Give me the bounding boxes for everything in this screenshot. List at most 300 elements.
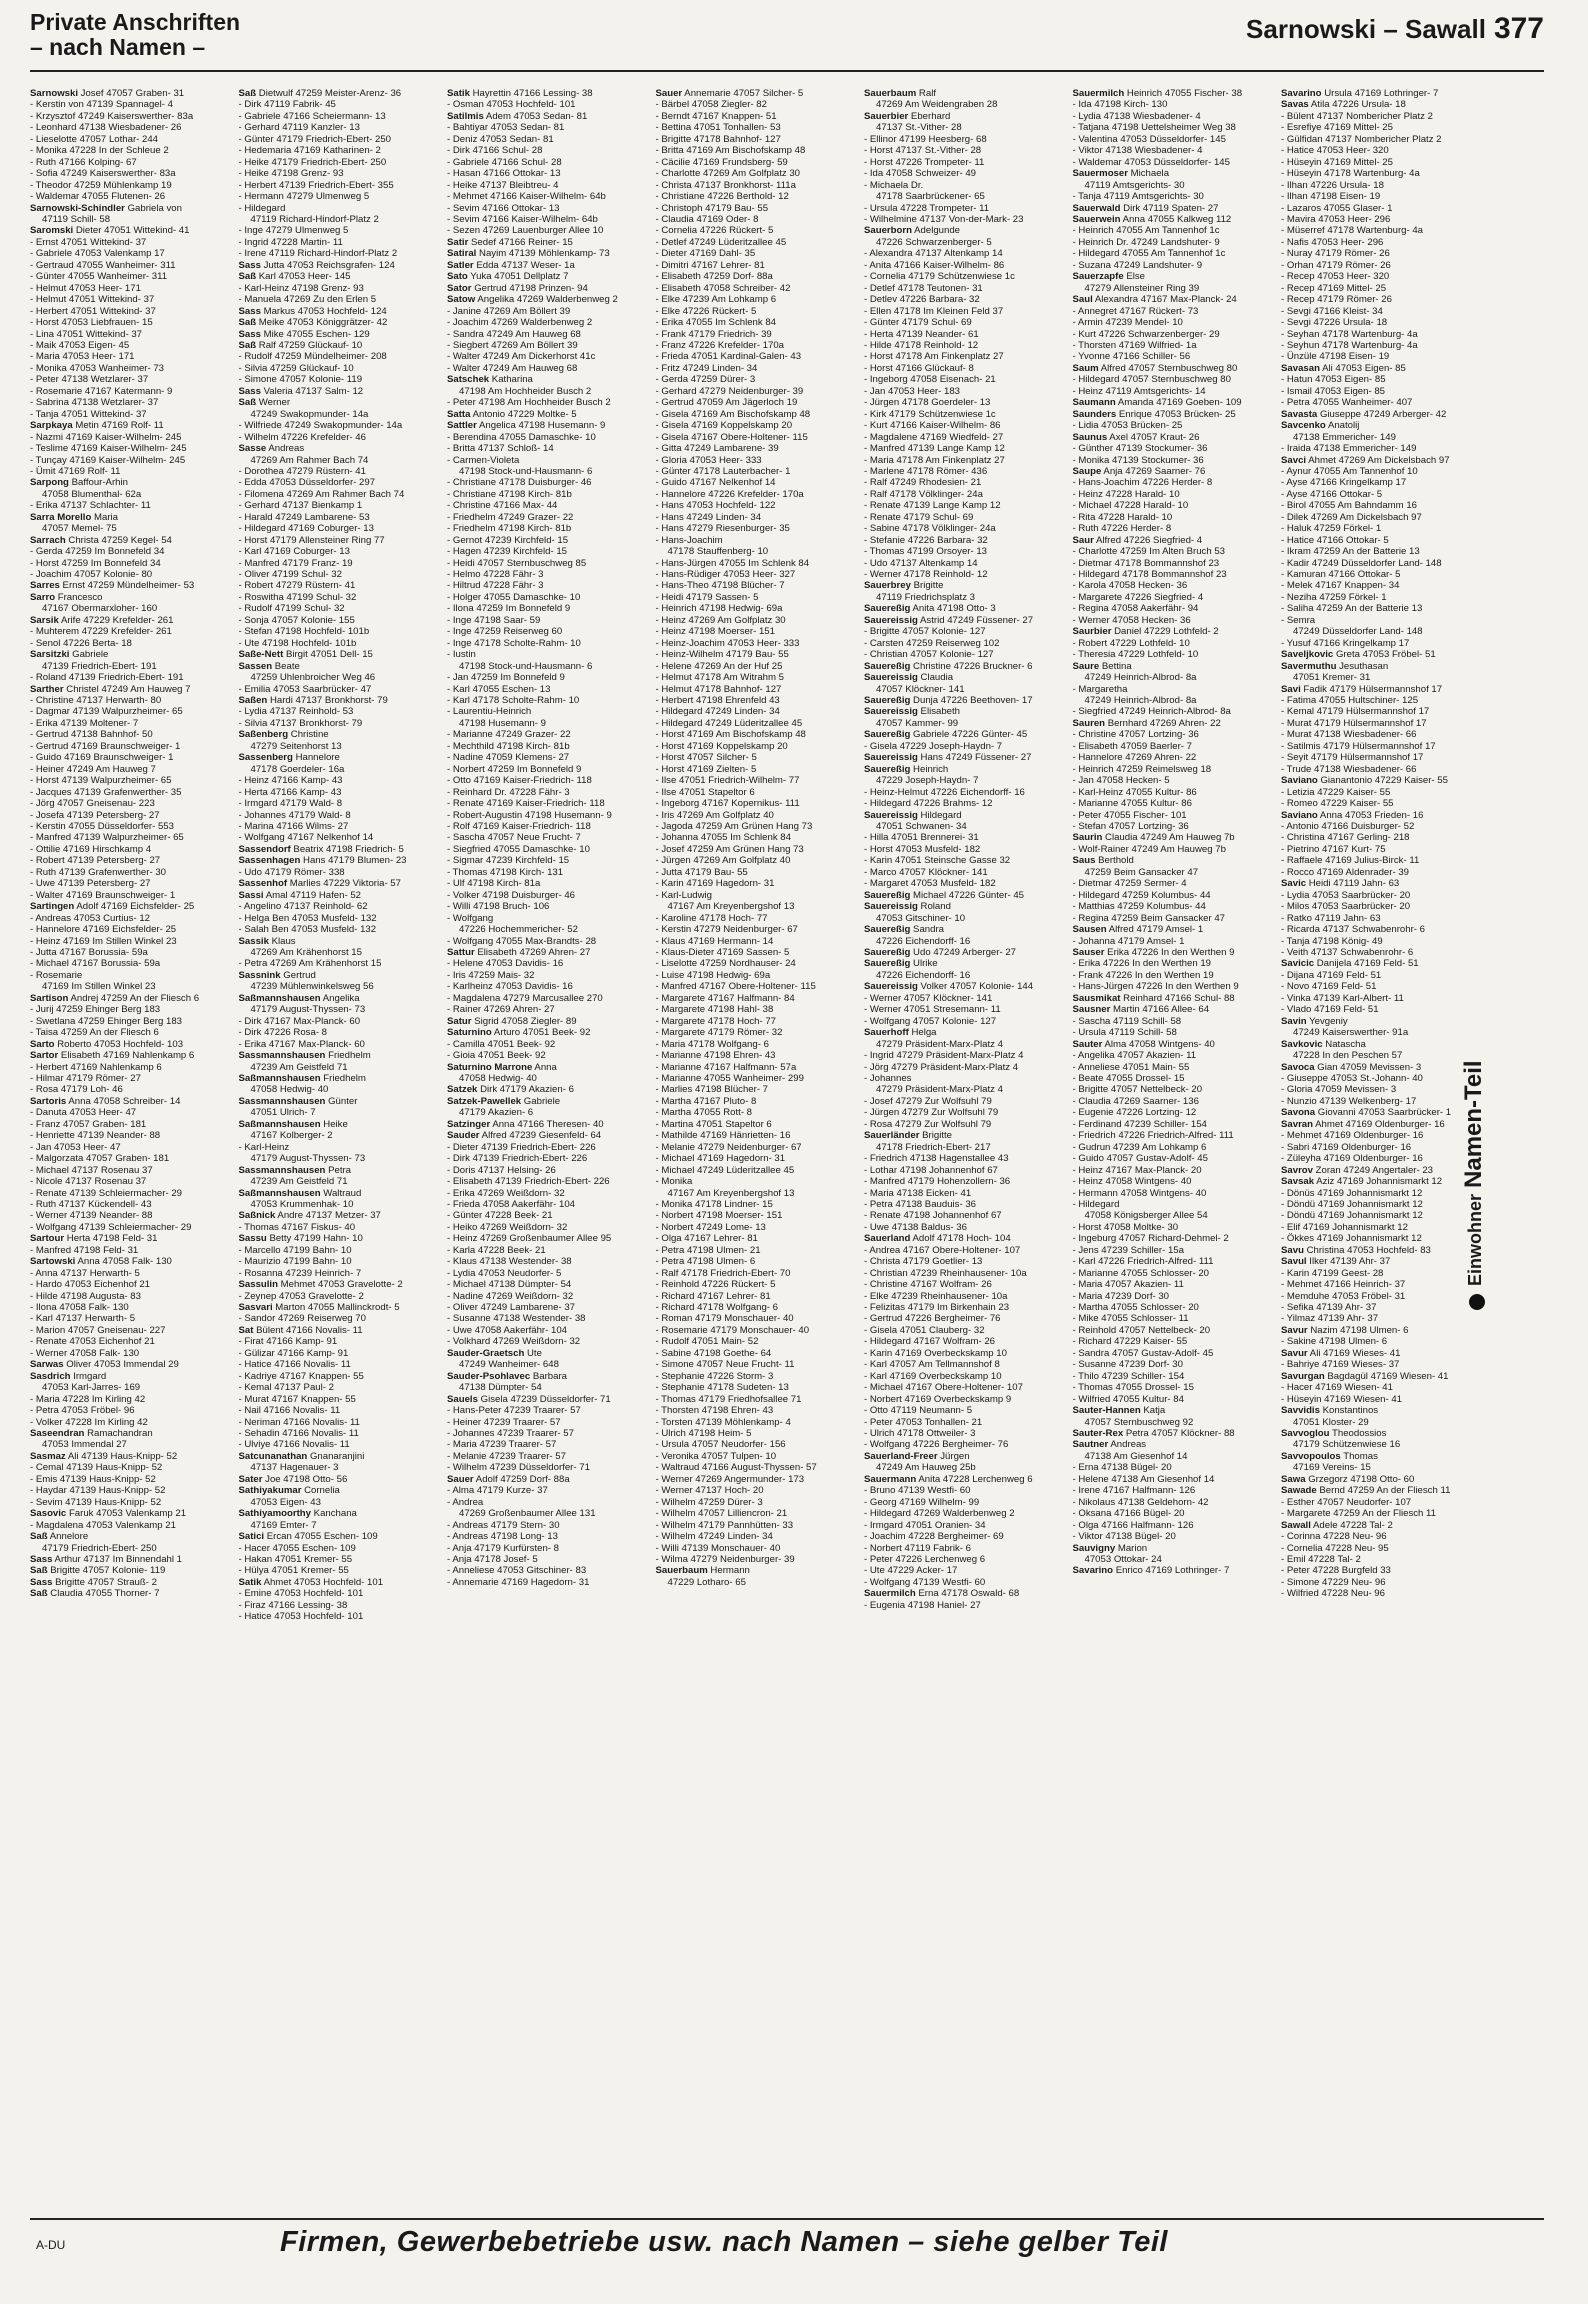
- directory-entry: [239, 981, 444, 992]
- entry-text: Else: [1123, 271, 1146, 283]
- entry-text: Roland: [917, 901, 951, 913]
- entry-text: - Josefa 47139 Petersberg- 27: [30, 809, 160, 821]
- entry-text: - Iris 47259 Mais- 32: [447, 969, 535, 981]
- directory-entry: [447, 626, 652, 637]
- entry-text: - Dijana 47169 Feld- 51: [1281, 969, 1382, 981]
- directory-entry: [1281, 1107, 1486, 1118]
- directory-entry: [1073, 1348, 1278, 1359]
- entry-surname: Satzinger: [447, 1118, 491, 1130]
- directory-entry: [30, 890, 235, 901]
- entry-text: - Hiltrud 47228 Fähr- 3: [447, 580, 544, 592]
- entry-text: - Horst 47053 Liebfrauen- 15: [30, 317, 153, 329]
- entry-text: Dietwulf 47259 Meister-Arenz- 36: [256, 88, 402, 99]
- entry-surname: Savas: [1281, 99, 1309, 111]
- entry-text: - Rosemarie 47167 Katermann- 9: [30, 385, 173, 397]
- entry-text: - Siegbert 47269 Am Böllert 39: [447, 339, 578, 351]
- entry-surname: Savur: [1281, 1347, 1308, 1359]
- entry-text: - Christiane 47198 Kirch- 81b: [447, 488, 572, 500]
- directory-entry: [1073, 603, 1278, 614]
- directory-entry: [30, 157, 235, 168]
- entry-text: - Viktor 47138 Wiesbadener- 4: [1072, 145, 1203, 157]
- entry-surname: Saßnick: [238, 1210, 276, 1222]
- entry-text: - Horst 47058 Moltke- 30: [1072, 1221, 1179, 1233]
- directory-entry: [864, 718, 1069, 729]
- entry-text: - Herbert 47198 Ehrenfeld 43: [655, 695, 780, 707]
- entry-text: - Carmen-Violeta: [447, 454, 520, 466]
- directory-entry: [864, 1302, 1069, 1313]
- directory-entry: [30, 1543, 235, 1554]
- entry-text: - Joachim 47228 Bergheimer- 69: [864, 1531, 1004, 1543]
- entry-text: - Heinrich Dr. 47249 Landshuter- 9: [1072, 236, 1220, 248]
- entry-text: - Hildegard 47167 Wolfram- 26: [864, 1336, 996, 1348]
- directory-entry: [864, 1543, 1069, 1554]
- directory-entry: [864, 1188, 1069, 1199]
- directory-entry: [864, 741, 1069, 752]
- directory-entry: [30, 420, 235, 431]
- entry-text: - Detlef 47178 Teutonen- 31: [864, 282, 983, 294]
- directory-entry: [656, 180, 861, 191]
- directory-entry: [1281, 958, 1486, 969]
- directory-entry: [1281, 1382, 1486, 1393]
- directory-entry: [447, 1199, 652, 1210]
- entry-text: Bettina: [1099, 660, 1132, 672]
- directory-entry: [1073, 706, 1278, 717]
- directory-entry: [239, 88, 444, 99]
- entry-text: 47179 Schützenwiese 16: [1293, 1439, 1401, 1451]
- entry-text: 47249 Kaiserswerther- 91a: [1293, 1027, 1409, 1039]
- entry-text: 47226 Hochemmericher- 52: [459, 924, 578, 936]
- entry-text: - Recep 47169 Mittel- 25: [1281, 282, 1387, 294]
- entry-text: - Nail 47166 Novalis- 11: [238, 1405, 341, 1417]
- entry-surname: Sausmikat: [1072, 992, 1121, 1004]
- directory-entry: [864, 1554, 1069, 1565]
- directory-entry: [239, 1233, 444, 1244]
- entry-surname: Saßen: [238, 695, 268, 707]
- entry-text: - Friedhelm 47249 Grazer- 22: [447, 511, 574, 523]
- directory-entry: [1073, 1336, 1278, 1347]
- directory-entry: [864, 1210, 1069, 1221]
- entry-text: - Dirk 47119 Fabrik- 45: [238, 99, 336, 111]
- directory-entry: [447, 145, 652, 156]
- entry-text: Hermann: [707, 1565, 750, 1577]
- entry-text: - Renate 47053 Eichenhof 21: [30, 1336, 155, 1348]
- entry-text: - Döndü 47169 Johannismarkt 12: [1281, 1210, 1423, 1222]
- entry-text: - Berndt 47167 Knappen- 51: [655, 110, 777, 122]
- entry-surname: Sator: [447, 282, 472, 294]
- entry-text: - Ingrid 47228 Martin- 11: [238, 236, 343, 248]
- directory-column: [656, 88, 865, 2198]
- entry-surname: Saumann: [1072, 397, 1116, 409]
- directory-column: [239, 88, 448, 2198]
- entry-text: - Marianne 47198 Ehren- 43: [655, 1050, 776, 1062]
- directory-entry: [447, 466, 652, 477]
- entry-text: - Erika 47269 Weißdorn- 32: [447, 1187, 565, 1199]
- entry-text: - Helmut 47051 Wittekind- 37: [30, 294, 155, 306]
- directory-entry: [1281, 535, 1486, 546]
- directory-entry: [1073, 844, 1278, 855]
- entry-text: - Sabine 47178 Völklinger- 24a: [864, 523, 996, 535]
- entry-text: 47249 Swakopmunder- 14a: [250, 408, 369, 420]
- directory-entry: [656, 294, 861, 305]
- entry-text: - Dieter 47169 Dahl- 35: [655, 248, 756, 260]
- directory-entry: [30, 1050, 235, 1061]
- directory-entry: [1281, 512, 1486, 523]
- directory-entry: [1281, 1210, 1486, 1221]
- entry-text: - Willi 47198 Bruch- 106: [447, 901, 550, 913]
- entry-text: - Gloria 47053 Heer- 333: [655, 454, 762, 466]
- directory-entry: [447, 500, 652, 511]
- directory-entry: [30, 924, 235, 935]
- entry-text: - Marcello 47199 Bahn- 10: [238, 1244, 352, 1256]
- entry-text: - Richard 47229 Kaiser- 55: [1072, 1336, 1188, 1348]
- directory-entry: [30, 1313, 235, 1324]
- directory-entry: [1281, 1073, 1486, 1084]
- entry-text: - Giuseppe 47053 St.-Johann- 40: [1281, 1072, 1423, 1084]
- entry-text: - Stephanie 47178 Sudeten- 13: [655, 1382, 789, 1394]
- entry-text: 47138 Am Giesenhof 14: [1084, 1450, 1188, 1462]
- directory-entry: [864, 248, 1069, 259]
- directory-entry: [1281, 271, 1486, 282]
- directory-entry: [656, 1577, 861, 1588]
- entry-text: Jutta 47053 Reichsgrafen- 124: [260, 259, 395, 271]
- section-side-label: [1460, 1060, 1580, 1430]
- directory-entry: [30, 1520, 235, 1531]
- entry-surname: Sarnowski-Schindler: [30, 202, 125, 214]
- entry-text: - Hatun 47053 Eigen- 85: [1281, 374, 1386, 386]
- entry-surname: Sassenberg: [238, 752, 293, 764]
- entry-text: - Lydia 47053 Saarbrücker- 20: [1281, 889, 1411, 901]
- directory-entry: [1281, 1474, 1486, 1485]
- directory-entry: [1281, 592, 1486, 603]
- entry-surname: Sarrach: [30, 534, 66, 546]
- directory-entry: [30, 592, 235, 603]
- entry-surname: Saß: [238, 397, 257, 409]
- entry-text: Mike 47055 Eschen- 129: [260, 328, 370, 340]
- directory-entry: [656, 1245, 861, 1256]
- entry-text: - Bettina 47051 Tonhallen- 53: [655, 122, 781, 134]
- entry-text: - Christine 47137 Herwarth- 80: [30, 695, 162, 707]
- directory-entry: [864, 409, 1069, 420]
- entry-text: - Ottilie 47169 Hirschkamp 4: [30, 843, 152, 855]
- directory-entry: [1281, 649, 1486, 660]
- directory-entry: [239, 535, 444, 546]
- directory-entry: [656, 672, 861, 683]
- directory-entry: [656, 1084, 861, 1095]
- entry-text: - Liselotte 47259 Nordhauser- 24: [655, 958, 796, 970]
- directory-entry: [1281, 1520, 1486, 1531]
- directory-entry: [656, 684, 861, 695]
- directory-entry: [864, 981, 1069, 992]
- entry-text: - Helene 47053 Davidis- 16: [447, 958, 564, 970]
- directory-entry: [30, 558, 235, 569]
- entry-text: 47057 Memel- 75: [42, 523, 117, 535]
- entry-text: Ralf: [916, 88, 936, 99]
- directory-entry: [239, 1096, 444, 1107]
- entry-text: - Karl 47137 Herwarth- 5: [30, 1313, 136, 1325]
- entry-text: - Haluk 47259 Förkel- 1: [1281, 523, 1382, 535]
- entry-text: Gabriela von: [124, 202, 182, 214]
- entry-text: Bernhard 47269 Ahren- 22: [1105, 717, 1221, 729]
- entry-text: - Tunçay 47169 Kaiser-Wilhelm- 245: [30, 454, 186, 466]
- directory-entry: [239, 260, 444, 271]
- entry-text: - Kurt 47226 Schwarzenberger- 29: [1072, 328, 1220, 340]
- directory-entry: [1073, 821, 1278, 832]
- entry-surname: Savi: [1281, 683, 1301, 695]
- entry-text: 47058 Königsberger Allee 54: [1084, 1210, 1208, 1222]
- entry-text: - Charlotte 47269 Am Golfplatz 30: [655, 168, 801, 180]
- directory-entry: [656, 1062, 861, 1073]
- entry-surname: Saßmannshausen: [238, 1118, 321, 1130]
- directory-entry: [1281, 99, 1486, 110]
- directory-entry: [30, 1062, 235, 1073]
- entry-text: - Sezen 47269 Lauenburger Allee 10: [447, 225, 604, 237]
- entry-text: - Müserref 47178 Wartenburg- 4a: [1281, 225, 1424, 237]
- directory-entry: [864, 306, 1069, 317]
- directory-entry: [1073, 1107, 1278, 1118]
- entry-text: - Birol 47055 Am Bahndamm 16: [1281, 500, 1417, 512]
- entry-text: 47259 Beim Gansacker 47: [1084, 866, 1199, 878]
- entry-text: Bülent 47166 Novalis- 11: [253, 1324, 363, 1336]
- entry-text: Joe 47198 Otto- 56: [262, 1473, 348, 1485]
- entry-text: Herta 47198 Feld- 31: [64, 1233, 158, 1245]
- entry-text: - Andreas 47198 Long- 13: [447, 1531, 558, 1543]
- entry-text: - Neriman 47166 Novalis- 11: [238, 1416, 360, 1428]
- directory-entry: [447, 1348, 652, 1359]
- directory-entry: [1281, 993, 1486, 1004]
- entry-text: Hildegard: [917, 809, 962, 821]
- entry-text: Adolf 47259 Dorf- 88a: [473, 1473, 570, 1485]
- directory-entry: [864, 1073, 1069, 1084]
- directory-entry: [1073, 1222, 1278, 1233]
- entry-text: Udo 47249 Arberger- 27: [910, 946, 1016, 958]
- entry-surname: Savermuthu: [1281, 660, 1337, 672]
- entry-text: - Claudia 47269 Saarner- 136: [1072, 1095, 1199, 1107]
- entry-text: 47051 Kloster- 29: [1293, 1416, 1369, 1428]
- directory-entry: [239, 397, 444, 408]
- entry-surname: Savarino: [1072, 1565, 1114, 1577]
- entry-text: Angelika: [320, 992, 360, 1004]
- directory-entry: [239, 294, 444, 305]
- directory-entry: [1281, 420, 1486, 431]
- directory-entry: [1281, 1119, 1486, 1130]
- entry-text: - Magdalene 47169 Wiedfeld- 27: [864, 431, 1004, 443]
- entry-text: - Hermann 47279 Ulmenweg 5: [238, 191, 370, 203]
- entry-text: Christel 47249 Am Hauweg 7: [63, 683, 191, 695]
- entry-text: - Firat 47166 Kamp- 91: [238, 1336, 338, 1348]
- directory-entry: [447, 958, 652, 969]
- directory-entry: [864, 855, 1069, 866]
- directory-entry: [864, 867, 1069, 878]
- entry-text: Friedhelm: [325, 1050, 371, 1062]
- directory-entry: [1281, 1588, 1486, 1599]
- directory-entry: [30, 1359, 235, 1370]
- entry-text: Claudia 47055 Thorner- 7: [47, 1588, 160, 1600]
- directory-entry: [656, 237, 861, 248]
- entry-surname: Satzek: [447, 1084, 478, 1096]
- directory-entry: [239, 1611, 444, 1622]
- directory-entry: [1281, 1336, 1486, 1347]
- entry-text: - Ellinor 47199 Heesberg- 68: [864, 133, 987, 145]
- directory-entry: [1073, 1531, 1278, 1542]
- directory-entry: [30, 1451, 235, 1462]
- entry-text: - Werner 47178 Reinhold- 12: [864, 569, 988, 581]
- entry-text: - Frieda 47051 Kardinal-Galen- 43: [655, 351, 802, 363]
- directory-entry: [864, 1405, 1069, 1416]
- entry-text: Annemarie 47057 Silcher- 5: [682, 88, 804, 99]
- directory-entry: [239, 1336, 444, 1347]
- entry-text: - Dirk 47166 Schul- 28: [447, 145, 543, 157]
- directory-entry: [447, 615, 652, 626]
- entry-text: 47179 Akazien- 6: [459, 1107, 534, 1119]
- entry-text: - Kerstin 47055 Düsseldorfer- 553: [30, 821, 174, 832]
- directory-entry: [447, 477, 652, 488]
- entry-text: 47249 Düsseldorfer Land- 148: [1293, 626, 1423, 638]
- entry-text: - Michael 47228 Harald- 10: [1072, 500, 1189, 512]
- directory-entry: [656, 409, 861, 420]
- entry-text: - Hildegard 47269 Walderbenweg 2: [864, 1508, 1015, 1520]
- entry-text: - Zeynep 47053 Gravelotte- 2: [238, 1290, 364, 1302]
- entry-text: Katharina: [489, 374, 533, 386]
- entry-text: - Christa 47179 Goetlier- 13: [864, 1256, 983, 1268]
- entry-surname: Savin: [1281, 1015, 1307, 1027]
- directory-entry: [656, 1039, 861, 1050]
- entry-text: - Uwe 47138 Baldus- 36: [864, 1221, 967, 1233]
- entry-text: - Seyhan 47178 Wartenburg- 4a: [1281, 328, 1418, 340]
- entry-text: Ercan 47055 Eschen- 109: [264, 1531, 378, 1543]
- entry-text: - Gerda 47259 Dürer- 3: [655, 374, 756, 386]
- entry-text: Brigitte: [910, 580, 944, 592]
- directory-entry: [1281, 558, 1486, 569]
- directory-entry: [1281, 1016, 1486, 1027]
- entry-text: - Christoph 47179 Bau- 55: [655, 202, 769, 214]
- directory-entry: [30, 145, 235, 156]
- directory-entry: [239, 317, 444, 328]
- entry-text: - Sabrina 47138 Wetzlarer- 37: [30, 397, 159, 409]
- directory-entry: [1073, 111, 1278, 122]
- entry-surname: Sassmannshausen: [238, 1095, 326, 1107]
- directory-entry: [656, 489, 861, 500]
- directory-entry: [30, 1348, 235, 1359]
- entry-text: Anna: [532, 1061, 557, 1073]
- entry-text: Andrej 47259 An der Fliesch 6: [68, 992, 200, 1004]
- entry-text: - Alma 47179 Kurze- 37: [447, 1485, 548, 1497]
- directory-entry: [30, 1027, 235, 1038]
- directory-entry: [1281, 455, 1486, 466]
- entry-text: - Hedemaria 47169 Katharinen- 2: [238, 145, 381, 157]
- entry-text: - Irmgard 47051 Oranien- 34: [864, 1519, 986, 1531]
- directory-entry: [864, 1233, 1069, 1244]
- directory-entry: [1281, 111, 1486, 122]
- side-label-line2: Namen-Teil: [1460, 1060, 1487, 1188]
- entry-text: - Vlado 47169 Feld- 51: [1281, 1004, 1379, 1016]
- entry-text: - Klaus-Dieter 47169 Sassen- 5: [655, 946, 790, 958]
- entry-text: - Helmut 47178 Am Witrahm 5: [655, 672, 784, 684]
- directory-entry: [1281, 374, 1486, 385]
- entry-text: - Saliha 47259 An der Batterie 13: [1281, 603, 1423, 615]
- directory-entry: [30, 1268, 235, 1279]
- entry-text: - Orhan 47179 Römer- 26: [1281, 259, 1391, 271]
- directory-entry: [447, 306, 652, 317]
- directory-entry: [864, 592, 1069, 603]
- directory-entry: [864, 947, 1069, 958]
- directory-entry: [864, 729, 1069, 740]
- entry-text: Maria: [91, 511, 118, 523]
- directory-entry: [30, 283, 235, 294]
- entry-surname: Saurbier: [1072, 626, 1112, 638]
- directory-entry: [30, 1073, 235, 1084]
- directory-entry: [447, 558, 652, 569]
- entry-text: - Werner 47057 Klöckner- 141: [864, 992, 993, 1004]
- entry-text: - Horst 47137 St.-Vither- 28: [864, 145, 982, 157]
- entry-text: - Elisabeth 47058 Schreiber- 42: [655, 282, 791, 294]
- entry-text: - Hans-Jürgen 47055 Im Schlenk 84: [655, 557, 810, 569]
- entry-text: - Ilhan 47226 Ursula- 18: [1281, 179, 1384, 191]
- directory-entry: [239, 1027, 444, 1038]
- directory-entry: [1073, 1451, 1278, 1462]
- entry-text: - Franz 47057 Graben- 181: [30, 1118, 147, 1130]
- directory-entry: [30, 706, 235, 717]
- directory-entry: [864, 214, 1069, 225]
- bullet-icon: [1469, 1294, 1485, 1310]
- entry-text: Anja 47269 Saarner- 76: [1101, 465, 1206, 477]
- entry-text: - Thomas 47179 Friedhofsallee 71: [655, 1393, 802, 1405]
- entry-text: - Lothar 47198 Johannenhof 67: [864, 1164, 998, 1176]
- entry-text: 47137 Hagenauer- 3: [250, 1462, 339, 1474]
- entry-text: - Margaret 47053 Musfeld- 182: [864, 878, 996, 890]
- entry-surname: Sass: [238, 385, 261, 397]
- directory-entry: [864, 546, 1069, 557]
- entry-text: - Heidi 47057 Sternbuschweg 85: [447, 557, 587, 569]
- entry-text: - Wilma 47279 Neidenburger- 39: [655, 1554, 795, 1565]
- directory-entry: [1073, 1233, 1278, 1244]
- directory-entry: [656, 626, 861, 637]
- entry-text: - Günther 47139 Stockumer- 36: [1072, 443, 1208, 455]
- directory-entry: [656, 111, 861, 122]
- entry-text: - Jagoda 47259 Am Grünen Hang 73: [655, 821, 813, 832]
- directory-entry: [30, 386, 235, 397]
- entry-text: - Dieter 47139 Friedrich-Ebert- 226: [447, 1141, 596, 1153]
- entry-text: - Gülizar 47166 Kamp- 91: [238, 1347, 349, 1359]
- entry-text: Hardi 47137 Bronkhorst- 79: [267, 695, 388, 707]
- entry-text: Jürgen: [937, 1450, 970, 1462]
- entry-text: - Holger 47055 Damaschke- 10: [447, 591, 581, 603]
- entry-text: - Wolfgang 47167 Nelkenhof 14: [238, 832, 374, 844]
- entry-text: Gnanaranjini: [307, 1450, 365, 1462]
- entry-text: - Ingeborg 47058 Eisenach- 21: [864, 374, 996, 386]
- directory-entry: [447, 832, 652, 843]
- directory-entry: [864, 1107, 1069, 1118]
- entry-text: - Robert 47279 Rüstern- 41: [238, 580, 356, 592]
- entry-text: - Susanne 47239 Dorf- 30: [1072, 1359, 1183, 1371]
- directory-entry: [1073, 1371, 1278, 1382]
- directory-entry: [447, 157, 652, 168]
- entry-text: - Johannes: [864, 1072, 912, 1084]
- directory-entry: [1073, 1119, 1278, 1130]
- directory-entry: [864, 580, 1069, 591]
- directory-entry: [1073, 1210, 1278, 1221]
- entry-text: - Aynur 47055 Am Tannenhof 10: [1281, 465, 1418, 477]
- directory-entry: [30, 867, 235, 878]
- directory-entry: [30, 1394, 235, 1405]
- directory-entry: [30, 1176, 235, 1187]
- directory-entry: [1073, 936, 1278, 947]
- directory-entry: [656, 260, 861, 271]
- directory-entry: [30, 752, 235, 763]
- directory-entry: [1073, 913, 1278, 924]
- directory-entry: [30, 317, 235, 328]
- entry-text: 47179 August-Thyssen- 73: [250, 1004, 366, 1016]
- entry-text: - Hilla 47051 Brennerei- 31: [864, 832, 979, 844]
